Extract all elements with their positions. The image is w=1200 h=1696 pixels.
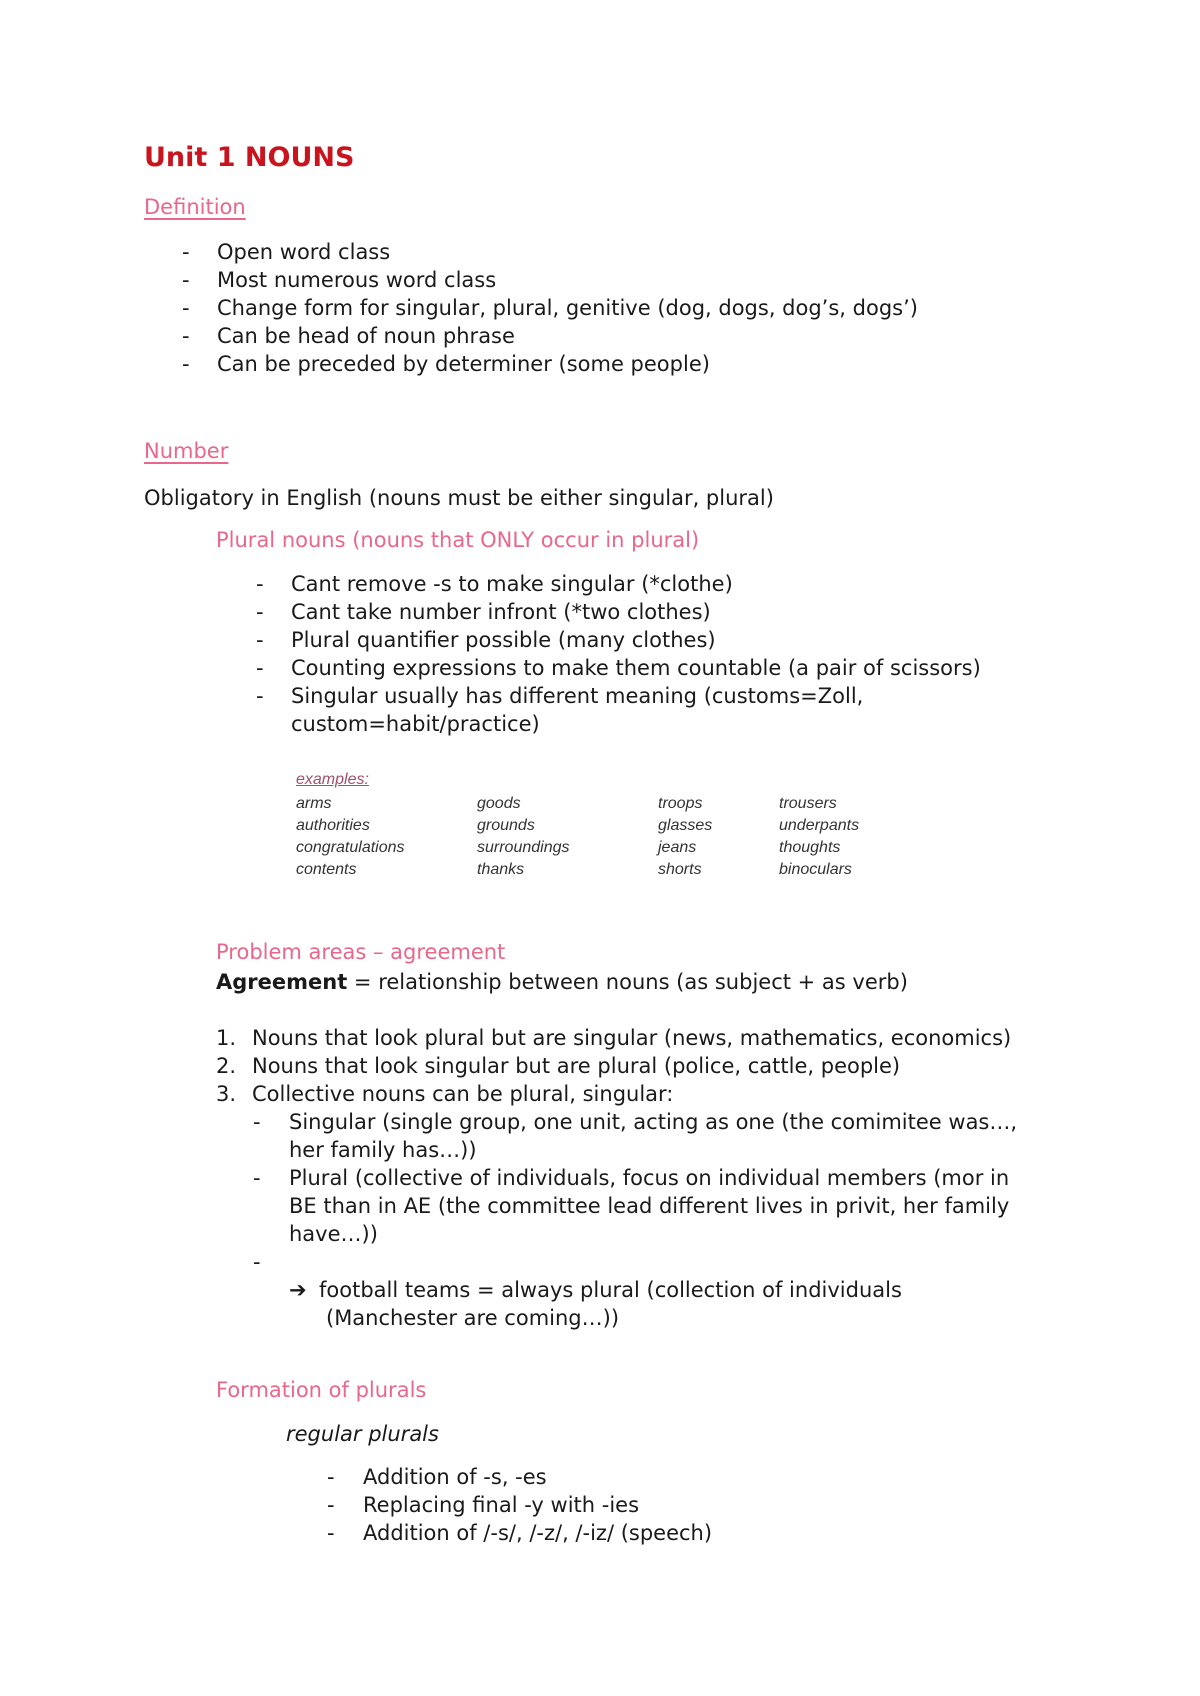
example-word: glasses bbox=[658, 817, 713, 834]
example-word: underpants bbox=[779, 817, 860, 834]
example-word: congratulations bbox=[296, 839, 405, 856]
agreement-heading: Problem areas – agreement bbox=[216, 940, 506, 964]
example-word: binoculars bbox=[779, 861, 852, 878]
number-intro: Obligatory in English (nouns must be either singular, plural) bbox=[144, 486, 774, 510]
document-page: Unit 1 NOUNS Definition - Open word class - Most numerous word class - Change form for singular, plural, genitive (dog, dogs, dog’s, dogs’) - Can be head of noun phrase - Can be preceded by determiner (some people) Number Obligatory in English (nouns must be either singular, plural) Plural nouns (nouns that ONLY occur in plural) - Cant remove -s to make singular (*clothe) - Cant take number infront (*two clothes) - Plural quantifier possible (many clothes) - Counting expressions to make them countable (a pair of scissors) - Singular usually has different meaning (customs=Zoll, custom=habit/practice) examples: arms authorities congratulations contents goods grounds surroundings thanks troops glasses jeans shorts trousers underpants thoughts binoculars Problem areas – agreement Agreement = relationship between nouns (as subject + as verb) 1. Nouns that look plural but are singular (news, mathematics, economics) 2. Nouns that look singular but are plural (police, cattle, people) 3. Collective nouns can be plural, singular: - Singular (single group, one unit, acting as one (the comimitee was…, her family has…)) - Plural (collective of individuals, focus on individual members (mor in BE than in AE (the committee lead different lives in privit, her family have…)) - ➔ football teams = always plural (collection of individuals (Manchester are coming…)) Formation of plurals regular plurals - Addition of -s, -es - Replacing final -y with -ies - Addition of /-s/, /-z/, /-iz/ (speech) bbox=[144, 142, 1018, 1545]
plural-nouns-heading: Plural nouns (nouns that ONLY occur in plural) bbox=[216, 528, 700, 552]
example-word: shorts bbox=[658, 861, 702, 878]
example-word: surroundings bbox=[477, 839, 570, 856]
example-word: goods bbox=[477, 795, 521, 812]
definition-heading: Definition bbox=[144, 195, 246, 219]
example-word: thoughts bbox=[779, 839, 841, 856]
page-title: Unit 1 NOUNS bbox=[144, 142, 355, 173]
arrow-icon: ➔ bbox=[289, 1278, 307, 1302]
example-word: contents bbox=[296, 861, 357, 878]
formation-heading: Formation of plurals bbox=[216, 1378, 427, 1402]
example-word: trousers bbox=[779, 795, 837, 812]
example-word: jeans bbox=[658, 839, 697, 856]
agreement-definition: Agreement = relationship between nouns (as subject + as verb) bbox=[216, 970, 908, 994]
regular-plurals-subheading: regular plurals bbox=[286, 1422, 439, 1446]
example-word: authorities bbox=[296, 817, 370, 834]
example-word: thanks bbox=[477, 861, 525, 878]
examples-label: examples: bbox=[296, 771, 369, 788]
example-word: grounds bbox=[477, 817, 535, 834]
number-heading: Number bbox=[144, 439, 229, 463]
example-word: arms bbox=[296, 795, 332, 812]
example-word: troops bbox=[658, 795, 703, 812]
